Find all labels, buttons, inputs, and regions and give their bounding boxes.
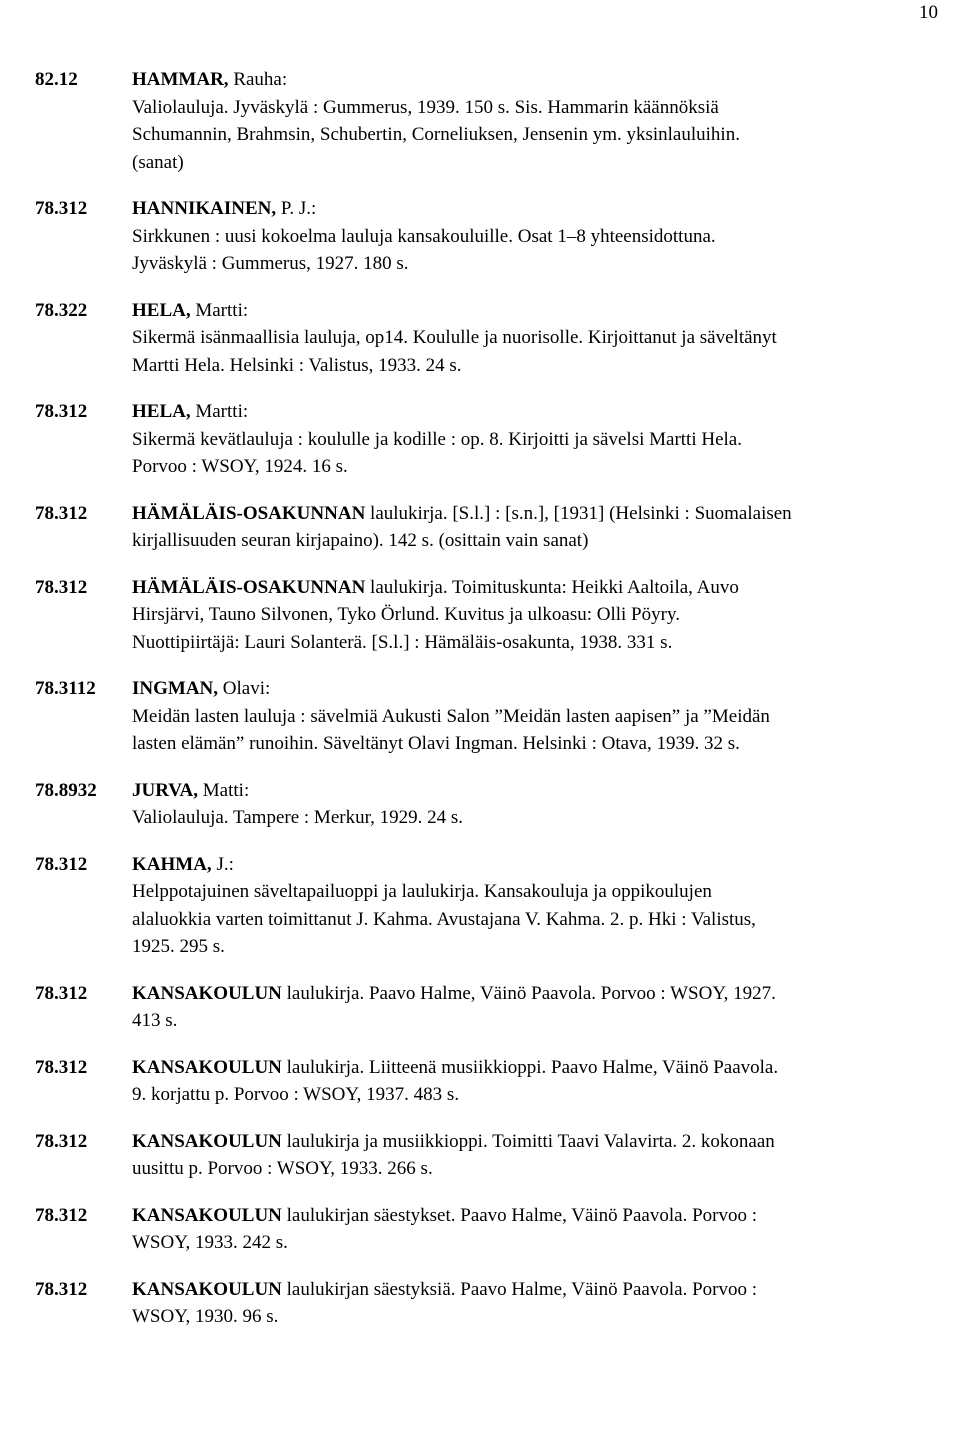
- classification-code: 78.312: [35, 576, 88, 598]
- entry-heading-line: [132, 297, 952, 325]
- author-name: HAMMAR,: [132, 69, 229, 90]
- entry-body: [132, 851, 952, 961]
- heading-rest: laulukirja. [S.l.] : [s.n.], [1931] (Helsinki : Suomalaisen: [365, 502, 792, 524]
- entry-text-line: Meidän lasten lauluja : sävelmiä Aukusti Salon ”Meidän lasten aapisen” ja ”Meidän: [132, 705, 770, 727]
- author-name: KANSAKOULUN: [132, 1056, 282, 1078]
- classification-code: 78.8932: [35, 779, 97, 801]
- entry-text-line: Jyväskylä : Gummerus, 1927. 180 s.: [132, 253, 409, 274]
- entry-text-line: lasten elämän” runoihin. Säveltänyt Olavi Ingman. Helsinki : Otava, 1939. 32 s.: [132, 733, 740, 754]
- classification-code: 78.312: [35, 853, 88, 875]
- heading-rest: Martti:: [190, 299, 249, 321]
- classification-code: 78.312: [35, 502, 88, 524]
- entry-body: [132, 1054, 952, 1109]
- entry-heading-line: [132, 1202, 952, 1230]
- heading-rest: Olavi:: [218, 678, 271, 699]
- author-name: KANSAKOULUN: [132, 1130, 282, 1152]
- entry-body: [132, 980, 952, 1035]
- bibliography-entry: [0, 1276, 960, 1331]
- author-name: INGMAN,: [132, 678, 219, 699]
- entry-body: [132, 1128, 952, 1183]
- entry-text-line: WSOY, 1933. 242 s.: [132, 1232, 288, 1253]
- entry-text-line: Helppotajuinen säveltapailuoppi ja laulukirja. Kansakouluja ja oppikoulujen: [132, 881, 712, 902]
- bibliography-entry: [0, 1202, 960, 1257]
- bibliography-entry: [0, 777, 960, 832]
- entry-text-line: alaluokkia varten toimittanut J. Kahma. Avustajana V. Kahma. 2. p. Hki : Valistus,: [132, 908, 756, 930]
- entry-heading-line: [132, 675, 952, 703]
- entry-body: [132, 1202, 952, 1257]
- entry-heading-line: [132, 195, 952, 223]
- entry-text-line: Schumannin, Brahmsin, Schubertin, Corneliuksen, Jensenin ym. yksinlauluihin.: [132, 124, 740, 145]
- author-name: HANNIKAINEN,: [132, 198, 277, 219]
- author-name: HÄMÄLÄIS-OSAKUNNAN: [132, 576, 366, 598]
- entry-heading-line: [132, 398, 952, 426]
- classification-code: 78.312: [35, 1278, 88, 1300]
- classification-code: 78.322: [35, 299, 88, 321]
- entry-body: [132, 297, 952, 380]
- entry-body: [132, 1276, 952, 1331]
- heading-rest: laulukirjan säestyksiä. Paavo Halme, Väinö Paavola. Porvoo :: [281, 1278, 757, 1300]
- entry-heading-line: [132, 574, 952, 602]
- author-name: HELA,: [132, 299, 191, 321]
- entry-body: [132, 398, 952, 481]
- entry-text-line: Hirsjärvi, Tauno Silvonen, Tyko Örlund. Kuvitus ja ulkoasu: Olli Pöyry.: [132, 604, 680, 625]
- bibliography-entry: [0, 851, 960, 961]
- entry-heading-line: [132, 777, 952, 805]
- heading-rest: Martti:: [190, 401, 249, 422]
- bibliography-entry: [0, 500, 960, 555]
- author-name: KAHMA,: [132, 853, 212, 875]
- entry-heading-line: [132, 66, 952, 94]
- bibliography-entry: [0, 574, 960, 657]
- entry-text-line: Sikermä isänmaallisia lauluja, op14. Koululle ja nuorisolle. Kirjoittanut ja säveltänyt: [132, 327, 777, 348]
- heading-rest: laulukirja ja musiikkioppi. Toimitti Taavi Valavirta. 2. kokonaan: [281, 1130, 775, 1152]
- entry-heading-line: [132, 980, 952, 1008]
- entry-text-line: 9. korjattu p. Porvoo : WSOY, 1937. 483 s.: [132, 1084, 460, 1105]
- entry-text-line: Valiolauluja. Jyväskylä : Gummerus, 1939. 150 s. Sis. Hammarin käännöksiä: [132, 96, 719, 118]
- entry-body: [132, 195, 952, 278]
- classification-code: 82.12: [35, 69, 78, 90]
- page-number: 10: [919, 2, 938, 23]
- entry-text-line: Valiolauluja. Tampere : Merkur, 1929. 24 s.: [132, 807, 464, 828]
- bibliography-entry: [0, 675, 960, 758]
- heading-rest: laulukirja. Toimituskunta: Heikki Aaltoila, Auvo: [365, 576, 739, 598]
- entry-text-line: Sirkkunen : uusi kokoelma lauluja kansakouluille. Osat 1–8 yhteensidottuna.: [132, 225, 716, 247]
- entry-text-line: 413 s.: [132, 1010, 178, 1031]
- bibliography-entry: [0, 980, 960, 1035]
- bibliography-entry: [0, 66, 960, 176]
- heading-rest: J.:: [211, 853, 234, 875]
- entry-heading-line: [132, 1128, 952, 1156]
- author-name: KANSAKOULUN: [132, 1278, 282, 1300]
- entry-text-line: WSOY, 1930. 96 s.: [132, 1306, 279, 1327]
- heading-rest: Rauha:: [228, 69, 288, 90]
- entry-body: [132, 66, 952, 176]
- classification-code: 78.312: [35, 982, 88, 1004]
- heading-rest: laulukirja. Paavo Halme, Väinö Paavola. Porvoo : WSOY, 1927.: [281, 982, 776, 1004]
- heading-rest: laulukirja. Liitteenä musiikkioppi. Paavo Halme, Väinö Paavola.: [281, 1056, 779, 1078]
- bibliography-entry: [0, 297, 960, 380]
- bibliography-list: [0, 66, 960, 1350]
- classification-code: 78.312: [35, 1204, 88, 1226]
- entry-body: [132, 574, 952, 657]
- heading-rest: Matti:: [198, 779, 250, 801]
- bibliography-entry: [0, 1128, 960, 1183]
- entry-body: [132, 777, 952, 832]
- classification-code: 78.312: [35, 198, 88, 219]
- author-name: HELA,: [132, 401, 191, 422]
- entry-heading-line: [132, 500, 952, 528]
- entry-text-line: kirjallisuuden seuran kirjapaino). 142 s. (osittain vain sanat): [132, 530, 589, 551]
- entry-text-line: Sikermä kevätlauluja : koululle ja kodille : op. 8. Kirjoitti ja sävelsi Martti Hela.: [132, 428, 742, 450]
- entry-heading-line: [132, 851, 952, 879]
- author-name: HÄMÄLÄIS-OSAKUNNAN: [132, 502, 366, 524]
- bibliography-entry: [0, 1054, 960, 1109]
- entry-text-line: Porvoo : WSOY, 1924. 16 s.: [132, 456, 348, 477]
- entry-heading-line: [132, 1054, 952, 1082]
- entry-heading-line: [132, 1276, 952, 1304]
- author-name: JURVA,: [132, 779, 199, 801]
- bibliography-entry: [0, 195, 960, 278]
- entry-body: [132, 675, 952, 758]
- author-name: KANSAKOULUN: [132, 1204, 282, 1226]
- entry-text-line: Martti Hela. Helsinki : Valistus, 1933. 24 s.: [132, 354, 462, 376]
- classification-code: 78.3112: [35, 678, 96, 699]
- heading-rest: P. J.:: [276, 198, 317, 219]
- heading-rest: laulukirjan säestykset. Paavo Halme, Väinö Paavola. Porvoo :: [281, 1204, 757, 1226]
- entry-text-line: uusittu p. Porvoo : WSOY, 1933. 266 s.: [132, 1158, 433, 1179]
- bibliography-entry: [0, 398, 960, 481]
- classification-code: 78.312: [35, 1056, 88, 1078]
- classification-code: 78.312: [35, 1130, 88, 1152]
- entry-text-line: Nuottipiirtäjä: Lauri Solanterä. [S.l.] : Hämäläis-osakunta, 1938. 331 s.: [132, 631, 673, 653]
- author-name: KANSAKOULUN: [132, 982, 282, 1004]
- entry-text-line: 1925. 295 s.: [132, 936, 225, 957]
- entry-text-line: (sanat): [132, 151, 184, 173]
- classification-code: 78.312: [35, 401, 88, 422]
- entry-body: [132, 500, 952, 555]
